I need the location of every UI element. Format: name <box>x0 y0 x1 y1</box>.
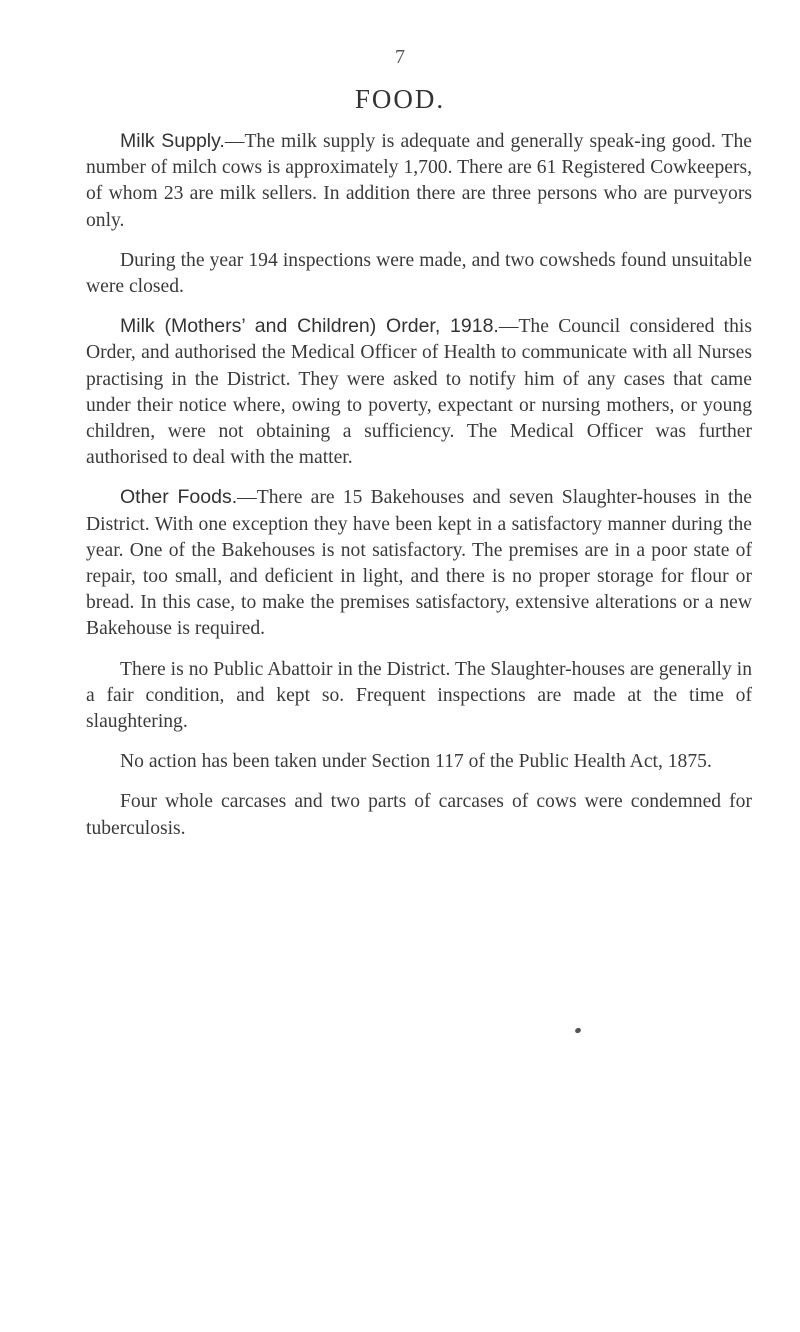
paragraph-carcases <box>86 788 752 841</box>
paragraph-text: —The milk supply is adequate and generally speak-ing good. The number of milch cows is approximately 1,700. There are 61 Registered Cowkeepers, of whom 23 are milk sellers. In addition there are three persons who are purveyors only. <box>86 131 752 231</box>
paragraph-text: Four whole carcases and two parts of carcases of cows were condemned for tuberculosis. <box>86 791 752 839</box>
paragraph-text: There is no Public Abattoir in the District. The Slaughter-houses are generally in a fair condition, and kept so. Frequent inspections are made at the time of slaughtering. <box>86 658 752 733</box>
paragraph-section-117 <box>86 748 752 775</box>
paragraph-milk-supply <box>86 128 752 234</box>
paragraph-text: —There are 15 Bakehouses and seven Slaughter-houses in the District. With one exception they have been kept in a satisfactory manner during the year. One of the Bakehouses is not satisfactory. The premises are in a poor state of repair, too small, and deficient in light, and there is no proper storage for flour or bread. In this case, to make the premises satisfactory, extensive alterations or a new Bakehouse is required. <box>86 487 752 640</box>
paragraph-heading: Milk (Mothers’ and Children) Order, 1918. <box>120 315 499 338</box>
paragraph-inspections <box>86 247 752 300</box>
paragraph-heading: Milk Supply. <box>120 130 225 152</box>
paragraph-other-foods <box>86 484 752 642</box>
body-text <box>86 128 752 855</box>
page-number: 7 <box>395 46 405 68</box>
paragraph-heading: Other Foods. <box>120 486 238 509</box>
paragraph-text: During the year 194 inspections were made, and two cowsheds found unsuitable were closed. <box>86 249 752 298</box>
section-title: FOOD. <box>354 84 446 114</box>
ink-speck <box>574 1027 582 1034</box>
paragraph-milk-order <box>86 313 752 471</box>
paragraph-abattoir <box>86 656 752 736</box>
paragraph-text: —The Council considered this Order, and authorised the Medical Officer of Health to communicate with all Nurses practising in the District. They were asked to notify him of any cases that came under their notice where, owing to poverty, expectant or nursing mothers, or young children, were not obtaining a sufficiency. The Medical Officer was further authorised to deal with the matter. <box>86 316 752 469</box>
paragraph-text: No action has been taken under Section 117 of the Public Health Act, 1875. <box>120 751 712 773</box>
